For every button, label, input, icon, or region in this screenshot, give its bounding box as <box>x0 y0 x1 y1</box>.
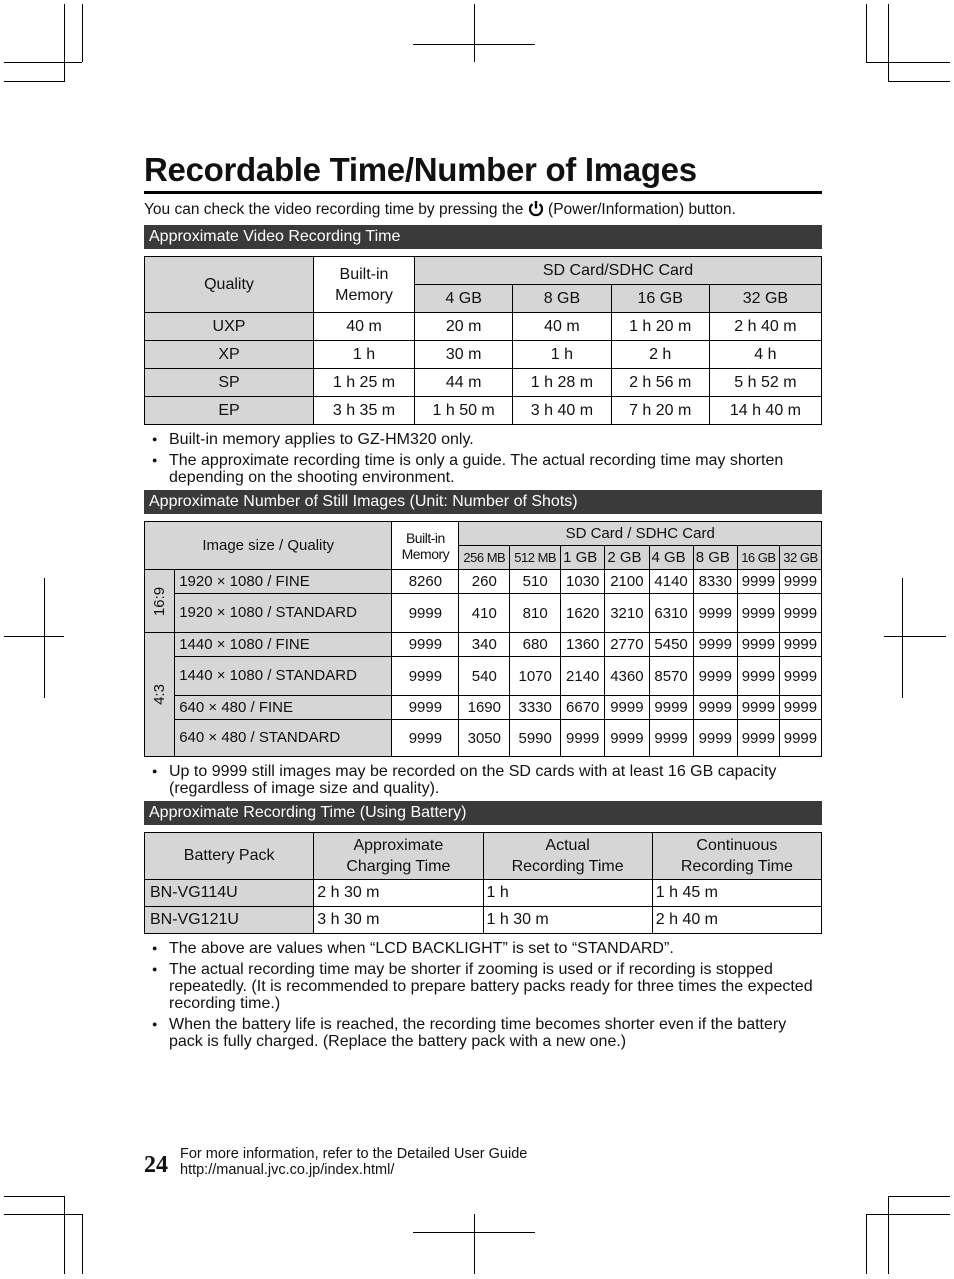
header-size: 512 MB <box>510 546 561 570</box>
header-size: 16 GB <box>737 546 779 570</box>
value-cell: 1 h <box>513 341 611 369</box>
quality-cell: EP <box>145 397 314 425</box>
value-cell: 3 h 35 m <box>314 397 415 425</box>
aspect-label: 16:9 <box>151 586 169 616</box>
value-cell: 1 h 45 m <box>652 880 821 907</box>
header-sd-card: SD Card / SDHC Card <box>459 522 822 546</box>
still-section-heading: Approximate Number of Still Images (Unit: Number of Shots) <box>144 490 822 514</box>
value-cell: 510 <box>510 570 561 594</box>
value-cell: 1 h 20 m <box>611 313 709 341</box>
value-cell: 1 h <box>314 341 415 369</box>
value-cell: 2 h 40 m <box>709 313 821 341</box>
header-actual-recording-time: Actual Recording Time <box>483 833 652 880</box>
value-cell: 2 h <box>611 341 709 369</box>
image-size-cell: 1440 × 1080 / FINE <box>175 633 392 657</box>
page-content <box>144 150 822 1054</box>
battery-pack-cell: BN-VG114U <box>145 880 314 907</box>
header-builtin-memory: Built-in Memory <box>392 522 459 570</box>
footer-url: http://manual.jvc.co.jp/index.html/ <box>180 1162 395 1178</box>
battery-table <box>144 832 822 934</box>
value-cell: 3 h 30 m <box>314 907 483 934</box>
table-row <box>145 657 822 696</box>
value-cell: 20 m <box>415 313 513 341</box>
table-row <box>145 397 822 425</box>
value-cell: 680 <box>510 633 561 657</box>
table-row <box>145 369 822 397</box>
value-cell: 9999 <box>392 594 459 633</box>
header-size: 32 GB <box>709 285 821 313</box>
value-cell: 1690 <box>459 696 510 720</box>
value-cell: 8260 <box>392 570 459 594</box>
value-cell: 9999 <box>779 720 821 757</box>
value-cell: 3210 <box>605 594 649 633</box>
quality-cell: XP <box>145 341 314 369</box>
value-cell: 9999 <box>779 696 821 720</box>
battery-notes <box>144 940 822 1050</box>
value-cell: 1 h 50 m <box>415 397 513 425</box>
header-continuous-recording-time: Continuous Recording Time <box>652 833 821 880</box>
value-cell: 9999 <box>737 657 779 696</box>
header-size: 8 GB <box>513 285 611 313</box>
value-cell: 9999 <box>649 720 693 757</box>
note-item: ● Built-in memory applies to GZ-HM320 only. <box>144 431 822 448</box>
header-size: 32 GB <box>779 546 821 570</box>
image-size-cell: 640 × 480 / FINE <box>175 696 392 720</box>
header-builtin-memory: Built-in Memory <box>314 257 415 313</box>
value-cell: 340 <box>459 633 510 657</box>
value-cell: 9999 <box>392 633 459 657</box>
value-cell: 9999 <box>779 570 821 594</box>
header-size: 4 GB <box>649 546 693 570</box>
header-image-size: Image size / Quality <box>145 522 392 570</box>
image-size-cell: 1920 × 1080 / FINE <box>175 570 392 594</box>
value-cell: 5 h 52 m <box>709 369 821 397</box>
value-cell: 260 <box>459 570 510 594</box>
value-cell: 9999 <box>693 594 737 633</box>
value-cell: 9999 <box>737 594 779 633</box>
value-cell: 1 h 28 m <box>513 369 611 397</box>
value-cell: 9999 <box>392 657 459 696</box>
value-cell: 9999 <box>693 633 737 657</box>
note-item: ● The actual recording time may be shorter if zooming is used or if recording is stopped repeatedly. (It is recommended to prepare battery packs ready for three times the expected recording time.) <box>144 961 822 1012</box>
page-number: 24 <box>144 1152 168 1178</box>
value-cell: 6310 <box>649 594 693 633</box>
value-cell: 6670 <box>561 696 605 720</box>
value-cell: 1 h 25 m <box>314 369 415 397</box>
value-cell: 9999 <box>392 696 459 720</box>
header-size: 1 GB <box>561 546 605 570</box>
image-size-cell: 1440 × 1080 / STANDARD <box>175 657 392 696</box>
note-item: ● The above are values when “LCD BACKLIGHT” is set to “STANDARD”. <box>144 940 822 957</box>
value-cell: 1 h <box>483 880 652 907</box>
value-cell: 810 <box>510 594 561 633</box>
aspect-group-16-9 <box>145 570 175 633</box>
header-charging-time: Approximate Charging Time <box>314 833 483 880</box>
value-cell: 1070 <box>510 657 561 696</box>
value-cell: 4140 <box>649 570 693 594</box>
header-size: 8 GB <box>693 546 737 570</box>
value-cell: 1 h 30 m <box>483 907 652 934</box>
value-cell: 410 <box>459 594 510 633</box>
value-cell: 3330 <box>510 696 561 720</box>
value-cell: 14 h 40 m <box>709 397 821 425</box>
value-cell: 30 m <box>415 341 513 369</box>
note-item: ● When the battery life is reached, the recording time becomes shorter even if the battery pack is fully charged. (Replace the battery pack with a new one.) <box>144 1016 822 1050</box>
still-notes <box>144 763 822 797</box>
value-cell: 3 h 40 m <box>513 397 611 425</box>
value-cell: 2140 <box>561 657 605 696</box>
still-images-table <box>144 521 822 757</box>
aspect-group-4-3 <box>145 633 175 757</box>
header-size: 2 GB <box>605 546 649 570</box>
table-row <box>145 313 822 341</box>
table-row <box>145 880 822 907</box>
value-cell: 540 <box>459 657 510 696</box>
quality-cell: UXP <box>145 313 314 341</box>
value-cell: 3050 <box>459 720 510 757</box>
battery-section-heading: Approximate Recording Time (Using Battery) <box>144 801 822 825</box>
value-cell: 9999 <box>392 720 459 757</box>
value-cell: 9999 <box>693 720 737 757</box>
page-title: Recordable Time/Number of Images <box>144 151 697 188</box>
value-cell: 9999 <box>693 657 737 696</box>
value-cell: 4 h <box>709 341 821 369</box>
video-section-heading: Approximate Video Recording Time <box>144 225 822 249</box>
value-cell: 5990 <box>510 720 561 757</box>
value-cell: 2 h 56 m <box>611 369 709 397</box>
title-rule <box>144 191 822 194</box>
value-cell: 2100 <box>605 570 649 594</box>
note-item: ● The approximate recording time is only a guide. The actual recording time may shorten depending on the shooting environment. <box>144 452 822 486</box>
value-cell: 2 h 40 m <box>652 907 821 934</box>
video-time-table <box>144 256 822 425</box>
note-item: ● Up to 9999 still images may be recorded on the SD cards with at least 16 GB capacity (regardless of image size and quality). <box>144 763 822 797</box>
value-cell: 9999 <box>779 633 821 657</box>
value-cell: 8330 <box>693 570 737 594</box>
power-icon <box>528 200 544 222</box>
value-cell: 8570 <box>649 657 693 696</box>
header-sd-card: SD Card/SDHC Card <box>415 257 822 285</box>
video-notes <box>144 431 822 486</box>
battery-pack-cell: BN-VG121U <box>145 907 314 934</box>
intro-before: You can check the video recording time by pressing the <box>144 201 524 218</box>
value-cell: 9999 <box>737 570 779 594</box>
footer-line1: For more information, refer to the Detailed User Guide <box>180 1146 528 1162</box>
value-cell: 44 m <box>415 369 513 397</box>
value-cell: 9999 <box>737 720 779 757</box>
footer-text <box>180 1146 527 1178</box>
table-row <box>145 696 822 720</box>
aspect-label: 4:3 <box>151 684 169 705</box>
table-row <box>145 633 822 657</box>
value-cell: 9999 <box>605 720 649 757</box>
quality-cell: SP <box>145 369 314 397</box>
value-cell: 7 h 20 m <box>611 397 709 425</box>
value-cell: 9999 <box>649 696 693 720</box>
table-row <box>145 341 822 369</box>
intro-text <box>144 200 822 222</box>
value-cell: 40 m <box>513 313 611 341</box>
value-cell: 1360 <box>561 633 605 657</box>
value-cell: 9999 <box>605 696 649 720</box>
value-cell: 4360 <box>605 657 649 696</box>
header-size: 16 GB <box>611 285 709 313</box>
header-size: 256 MB <box>459 546 510 570</box>
value-cell: 9999 <box>737 696 779 720</box>
header-battery-pack: Battery Pack <box>145 833 314 880</box>
value-cell: 1620 <box>561 594 605 633</box>
table-row <box>145 594 822 633</box>
header-size: 4 GB <box>415 285 513 313</box>
value-cell: 2 h 30 m <box>314 880 483 907</box>
image-size-cell: 640 × 480 / STANDARD <box>175 720 392 757</box>
value-cell: 2770 <box>605 633 649 657</box>
value-cell: 5450 <box>649 633 693 657</box>
table-row <box>145 570 822 594</box>
value-cell: 9999 <box>561 720 605 757</box>
value-cell: 9999 <box>779 594 821 633</box>
value-cell: 9999 <box>779 657 821 696</box>
header-quality: Quality <box>145 257 314 313</box>
table-row <box>145 907 822 934</box>
image-size-cell: 1920 × 1080 / STANDARD <box>175 594 392 633</box>
value-cell: 40 m <box>314 313 415 341</box>
value-cell: 9999 <box>737 633 779 657</box>
table-row <box>145 720 822 757</box>
intro-after: (Power/Information) button. <box>548 201 736 218</box>
value-cell: 9999 <box>693 696 737 720</box>
value-cell: 1030 <box>561 570 605 594</box>
